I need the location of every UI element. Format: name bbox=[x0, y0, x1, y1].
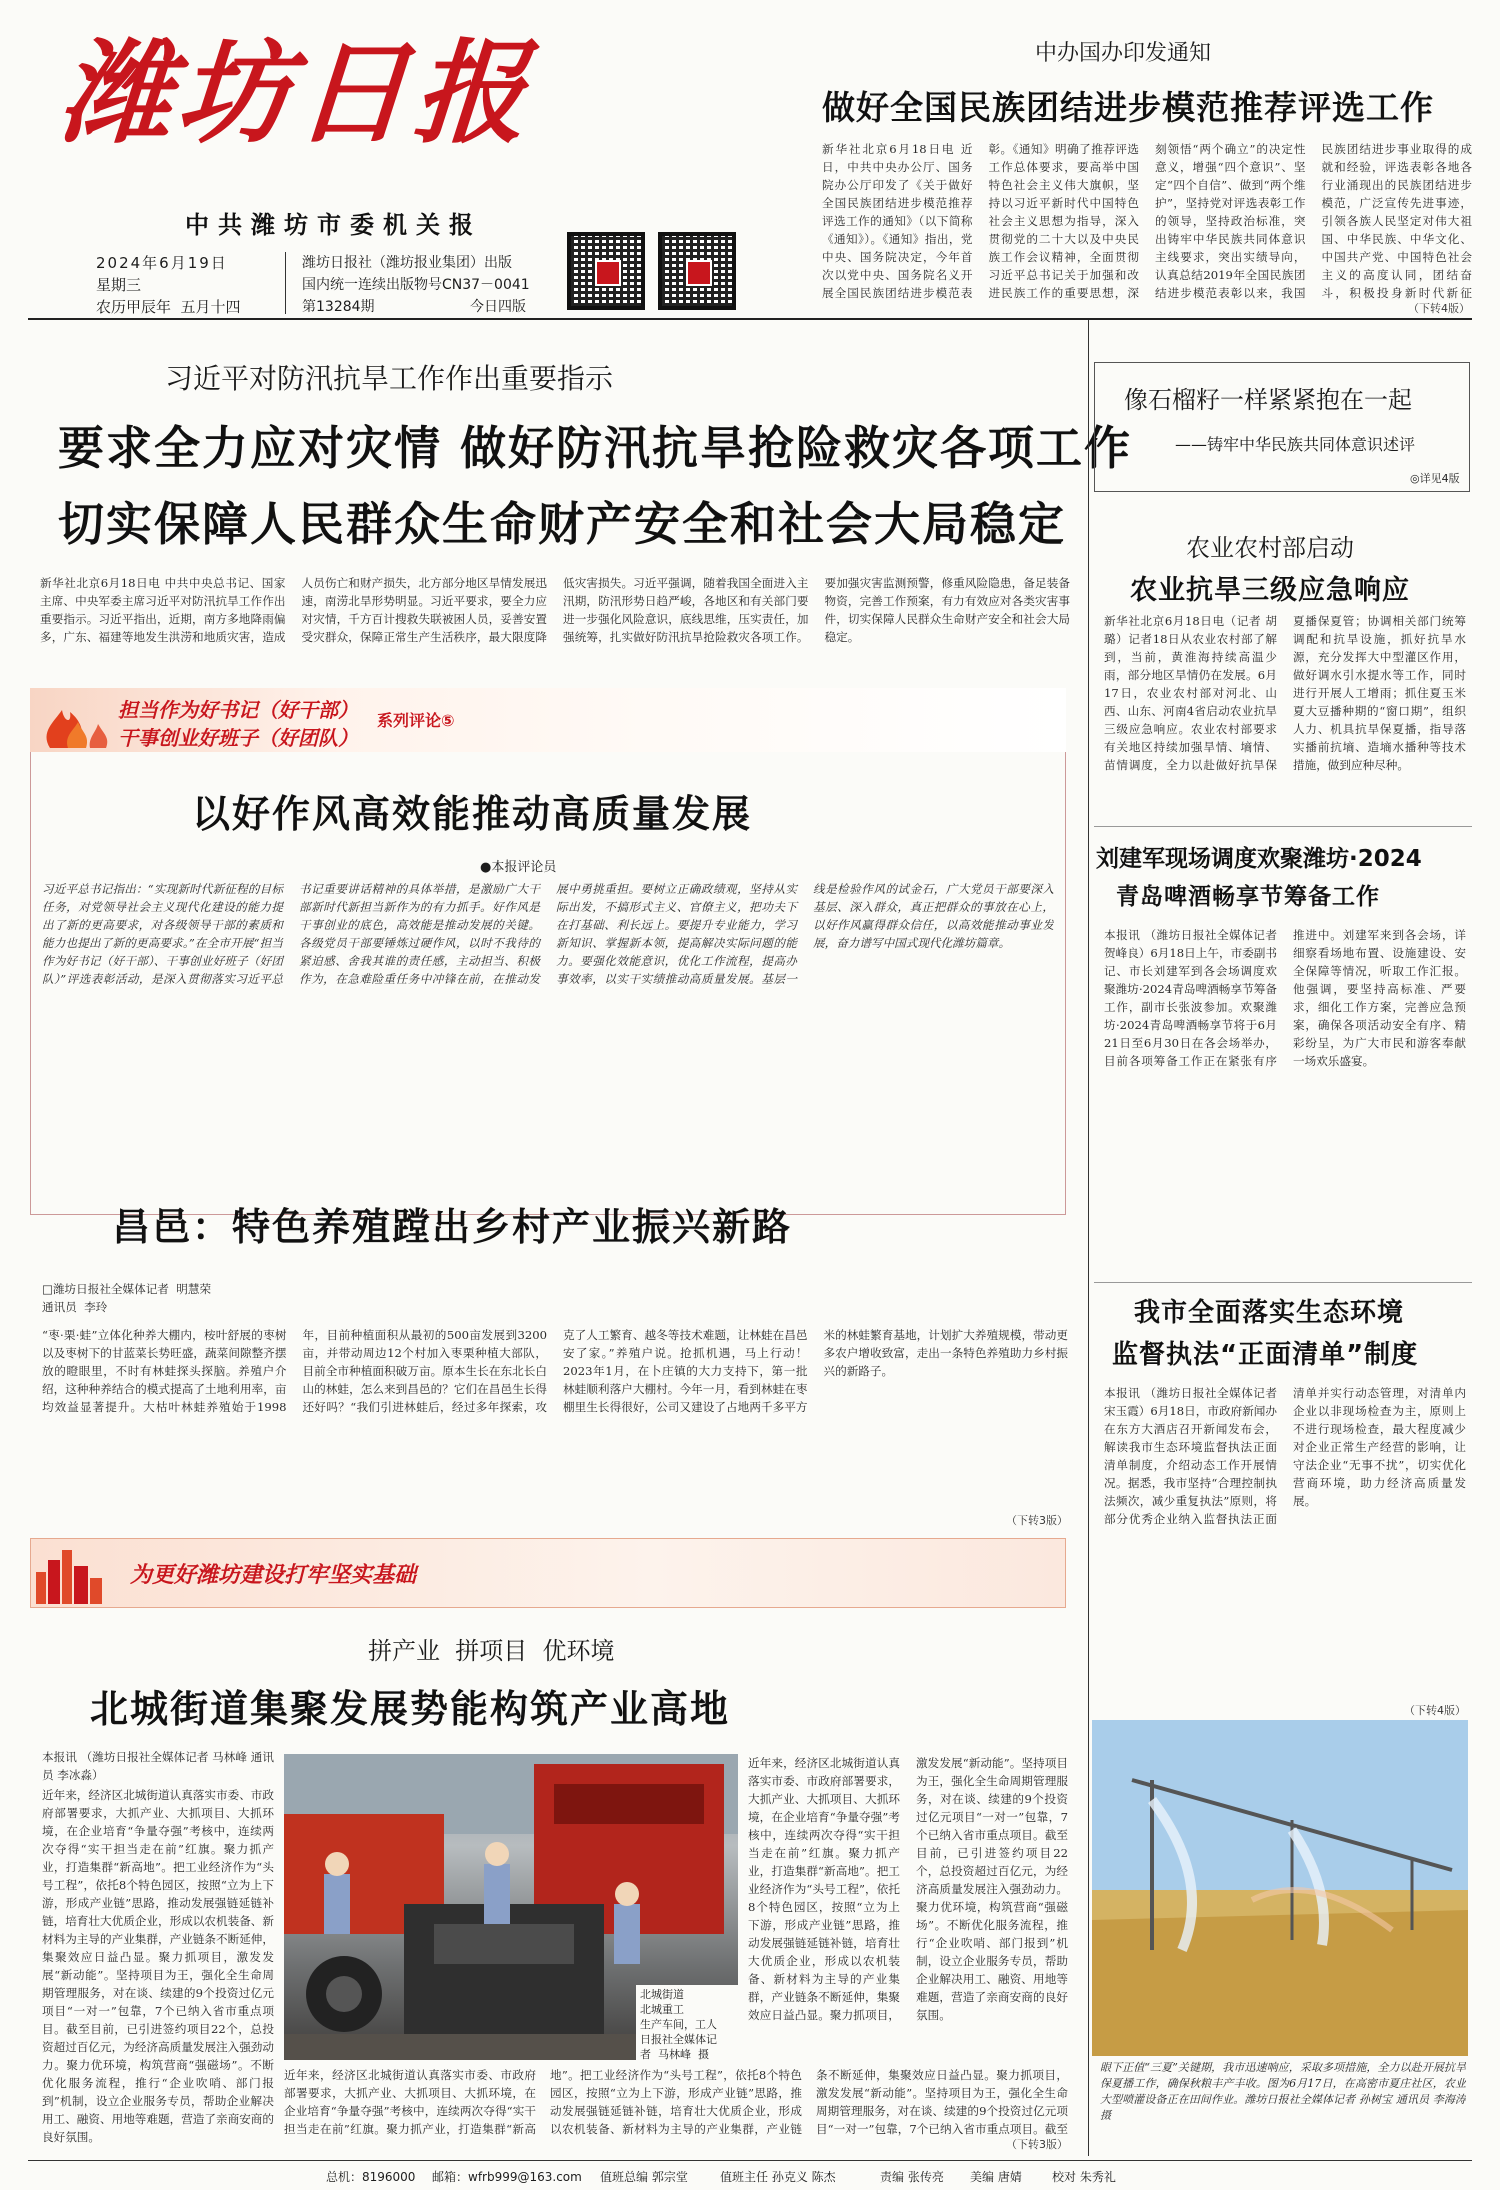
changyi-byline: □潍坊日报社全媒体记者 明慧荣 通讯员 李玲 bbox=[42, 1282, 212, 1314]
footer-hotline: 总机：8196000 bbox=[326, 2170, 416, 2184]
weifang-banner-text: 为更好潍坊建设打牢坚实基础 bbox=[130, 1563, 417, 1588]
footer-designer: 美编 唐婧 bbox=[970, 2170, 1022, 2184]
lead-kicker: 习近平对防汛抗旱工作作出重要指示 bbox=[165, 362, 614, 395]
qr-code-left[interactable] bbox=[567, 232, 645, 310]
commentary-body: 习近平总书记指出：“实现新时代新征程的目标任务，对党领导社会主义现代化建设的能力提出了新的更高要求，对各级领导干部的素质和能力也提出了新的更高要求。”在全市开展“担当作为好书记（好干部）、干事创业好班子（好团队）”评选表彰活动，是深入贯彻落实习近平总书记重要讲话精神的具体举措，是激励广大干部新时代新担当新作为的有力抓手。好作风是干事创业的底色，高效能是推动发展的关键。各级党员干部要锤炼过硬作风，以时不我待的紧迫感、舍我其谁的责任感，主动担当、积极作为，在急难险重任务中冲锋在前，在推动发展中勇挑重担。要树立正确政绩观，坚持从实际出发，不搞形式主义、官僚主义，把功夫下在打基础、利长远上。要提升专业能力，学习新知识、掌握新本领，提高解决实际问题的能力。要强化效能意识，优化工作流程，提高办事效率，以实干实绩推动高质量发展。基层一线是检验作风的试金石，广大党员干部要深入基层、深入群众，真正把群众的事放在心上，以好作风赢得群众信任，以高效能推动事业发展，奋力谱写中国式现代化潍坊篇章。 bbox=[42, 882, 1054, 986]
masthead-cn: 国内统一连续出版物号CN37－0041 bbox=[302, 277, 530, 293]
footer-chief-editor: 值班总编 郭宗堂 bbox=[600, 2170, 688, 2184]
liu-headline-1[interactable]: 刘建军现场调度欢聚潍坊·2024 bbox=[1096, 846, 1422, 872]
masthead-publisher: 潍坊日报社（潍坊报业集团）出版 bbox=[302, 255, 512, 271]
masthead-pages: 今日四版 bbox=[470, 299, 526, 315]
masthead-subtitle: 中共潍坊市委机关报 bbox=[185, 211, 482, 239]
commentary-series: 系列评论⑤ bbox=[377, 711, 455, 730]
top-news-body: 新华社北京6月18日电 近日，中共中央办公厅、国务院办公厅印发了《关于做好全国民族团结进步模范推荐评选工作的通知》（以下简称《通知》）。《通知》指出，党中央、国务院决定，今年首次以党中央、国务院名义开展全国民族团结进步模范表彰。《通知》明确了推荐评选工作总体要求，要高举中国特色社会主义伟大旗帜，坚持以习近平新时代中国特色社会主义思想为指导，深入贯彻党的二十大以及中央民族工作会议精神，全面贯彻习近平总书记关于加强和改进民族工作的重要思想，深刻领悟“两个确立”的决定性意义，增强“四个意识”、坚定“四个自信”、做到“两个维护”，坚持党对评选表彰工作的领导，坚持政治标准，突出铸牢中华民族共同体意识主线要求，突出实绩导向，认真总结2019年全国民族团结进步模范表彰以来，我国民族团结进步事业取得的成就和经验，评选表彰各地各行业涌现出的民族团结进步模范，广泛宣传先进事迹，引领各族人民坚定对伟大祖国、中华民族、中华文化、中国共产党、中国特色社会主义的高度认同，团结奋斗，积极投身新时代新征 bbox=[822, 142, 1472, 300]
qr-code-right[interactable] bbox=[658, 232, 736, 310]
lead-body: 新华社北京6月18日电 中共中央总书记、国家主席、中央军委主席习近平对防汛抗旱工作作出重要指示。习近平指出，近期，南方多地降雨偏多，广东、福建等地发生洪涝和地质灾害，造成人员伤亡和财产损失，北方部分地区旱情发展迅速，南涝北旱形势明显。习近平要求，要全力应对灾情，千方百计搜救失联被困人员，妥善安置受灾群众，保障正常生产生活秩序，最大限度降低灾害损失。习近平强调，随着我国全面进入主汛期，防汛形势日趋严峻，各地区和有关部门要进一步强化风险意识，底线思维，压实责任，加强统筹，扎实做好防汛抗旱抢险救灾各项工作。要加强灾害监测预警，修重风险隐患，备足装备物资，完善工作预案，有力有效应对各类灾害事件，切实保障人民群众生命财产安全和社会大局稳定。 bbox=[40, 576, 1070, 644]
commentary-byline: ●本报评论员 bbox=[480, 860, 557, 875]
footer-proof: 校对 朱秀礼 bbox=[1052, 2170, 1116, 2184]
commentary-headline[interactable]: 以好作风高效能推动高质量发展 bbox=[192, 792, 753, 836]
top-news-jump[interactable]: （下转4版） bbox=[1408, 302, 1470, 315]
agri-body: 新华社北京6月18日电（记者 胡璐）记者18日从农业农村部了解到，当前，黄淮海持续高温少雨，部分地区旱情仍在发展。6月17日，农业农村部对河北、山西、山东、河南4省启动农业抗旱三级应急响应。农业农村部要求有关地区持续加强旱情、墒情、苗情调度，全力以赴做好抗旱保夏播保夏管；协调相关部门统筹调配和抗旱设施，抓好抗旱水源，充分发挥大中型灌区作用，做好调水引水提水等工作，同时进行开展人工增雨；抓住夏玉米夏大豆播种期的“窗口期”，组织人力、机具抗旱保夏播，指导落实播前抗墒、造墒水播种等技术措施，做到应种尽种。 bbox=[1104, 614, 1466, 772]
changyi-headline[interactable]: 昌邑：特色养殖蹚出乡村产业振兴新路 bbox=[112, 1205, 793, 1249]
flame-icon bbox=[40, 692, 120, 750]
series-title[interactable]: 像石榴籽一样紧紧抱在一起 bbox=[1124, 386, 1412, 414]
top-news-kicker: 中办国办印发通知 bbox=[1035, 41, 1212, 66]
masthead-date: 2024年6月19日 bbox=[96, 254, 228, 272]
city-skyline-icon bbox=[32, 1542, 110, 1604]
top-news-headline[interactable]: 做好全国民族团结进步模范推荐评选工作 bbox=[822, 88, 1434, 127]
footer-email[interactable]: 邮箱：wfrb999@163.com bbox=[432, 2170, 582, 2184]
eco-headline-2[interactable]: 监督执法“正面清单”制度 bbox=[1112, 1340, 1419, 1370]
irrigation-photo[interactable] bbox=[1092, 1720, 1468, 2056]
agri-headline[interactable]: 农业抗旱三级应急响应 bbox=[1130, 575, 1410, 606]
eco-body: 本报讯 （潍坊日报社全媒体记者 宋玉霞）6月18日，市政府新闻办在东方大酒店召开新闻发布会，解读我市生态环境监督执法正面清单制度，介绍动态工作开展情况。据悉，我市坚持“合理控制执法频次，减少重复执法”原则，将部分优秀企业纳入监督执法正面清单并实行动态管理，对清单内企业以非现场检查为主，原则上不进行现场检查，最大程度减少对企业正常生产经营的影响，让守法企业“无事不扰”，切实优化营商环境，助力经济高质量发展。 bbox=[1104, 1386, 1466, 1526]
beicheng-headline[interactable]: 北城街道集聚发展势能构筑产业高地 bbox=[90, 1687, 731, 1731]
irrigation-photo-caption: 眼下正值“三夏”关键期，我市迅速响应，采取多项措施，全力以赴开展抗旱保夏播工作，确保秋粮丰产丰收。图为6月17日，在高密市夏庄社区，农业大型喷灌设备正在田间作业。潍坊日报社全媒体记者 孙树宝 通讯员 李海涛 摄 bbox=[1100, 2061, 1466, 2122]
commentary-banner-line1: 担当作为好书记（好干部） bbox=[118, 698, 358, 722]
masthead-title: 潍坊日报 bbox=[55, 28, 537, 159]
masthead-weekday: 星期三 bbox=[96, 276, 142, 294]
factory-photo-caption: 北城街道 北城重工 生产车间，工人 日报社全媒体记 者 马林峰 摄 bbox=[636, 1985, 752, 2064]
eco-headline-1[interactable]: 我市全面落实生态环境 bbox=[1134, 1298, 1405, 1328]
masthead-lunar: 农历甲辰年 五月十四 bbox=[96, 298, 241, 316]
footer-editor: 责编 张传亮 bbox=[880, 2170, 944, 2184]
agri-kicker: 农业农村部启动 bbox=[1186, 534, 1354, 562]
beicheng-jump[interactable]: （下转3版） bbox=[1006, 2138, 1068, 2151]
footer-dept-editor: 值班主任 孙克义 陈杰 bbox=[720, 2170, 836, 2184]
beicheng-body-right: 近年来，经济区北城街道认真落实市委、市政府部署要求，大抓产业、大抓项目、大抓环境，在企业培育“争量夺强”考核中，连续两次夺得“实干担当走在前”红旗。聚力抓产业，打造集群“新高地”。把工业经济作为“头号工程”，依托8个特色园区，按照“立为上下游，形成产业链”思路，推动发展强链延链补链，培育壮大优质企业，形成以农机装备、新材料为主导的产业集群，产业链条不断延伸，集聚效应日益凸显。聚力抓项目，激发发展“新动能”。坚持项目为王，强化全生命周期管理服务，对在谈、续建的9个投资过亿元项目“一对一”包靠，7个已纳入省市重点项目。截至目前，已引进签约项目22个，总投资超过百亿元，为经济高质量发展注入强劲动力。聚力优环境，构筑营商“强磁场”。不断优化服务流程，推行“企业吹哨、部门报到”机制，设立企业服务专员，帮助企业解决用工、融资、用地等难题，营造了亲商安商的良好氛围。 bbox=[748, 1756, 1068, 2022]
lead-headline-2[interactable]: 切实保障人民群众生命财产安全和社会大局稳定 bbox=[58, 497, 1066, 551]
masthead-issue: 第13284期 bbox=[302, 299, 375, 315]
series-subtitle: ——铸牢中华民族共同体意识述评 bbox=[1175, 435, 1416, 454]
series-jump[interactable]: ◎详见4版 bbox=[1410, 472, 1460, 485]
beicheng-byline: 本报讯 （潍坊日报社全媒体记者 马林峰 通讯员 李冰淼） bbox=[42, 1750, 274, 1782]
changyi-body: “枣·栗·蛙”立体化种养大棚内，桉叶舒展的枣树以及枣树下的甘蓝菜长势旺盛，蔬菜间隙整齐摆放的瞪眼里，不时有林蛙探头探脑。养殖户介绍，这种种养结合的模式提高了土地利用率，亩均效益显著提升。大枯叶林蛙养殖始于1998年，目前种植面积从最初的500亩发展到3200亩，并带动周边12个村加入枣栗种植大部队，目前全市种植面积破万亩。原本生长在东北长白山的林蛙，怎么来到昌邑的？它们在昌邑生长得还好吗？“我们引进林蛙后，经过多年探索，攻克了人工繁育、越冬等技术难题，让林蛙在昌邑安了家。”养殖户说。抢抓机遇，马上行动！2023年1月，在卜庄镇的大力支持下，第一批林蛙顺利落户大棚村。今年一月，看到林蛙在枣棚里生长得很好，公司又建设了占地两千多平方米的林蛙繁育基地，计划扩大养殖规模，带动更多农户增收致富，走出一条特色养殖助力乡村振兴的新路子。 bbox=[42, 1328, 1068, 1414]
eco-jump[interactable]: （下转4版） bbox=[1404, 1704, 1466, 1717]
beicheng-kicker: 拼产业 拼项目 优环境 bbox=[368, 1637, 615, 1665]
changyi-jump[interactable]: （下转3版） bbox=[1006, 1514, 1068, 1527]
lead-headline-1[interactable]: 要求全力应对灾情 做好防汛抗旱抢险救灾各项工作 bbox=[58, 421, 1133, 475]
beicheng-body: 近年来，经济区北城街道认真落实市委、市政府部署要求，大抓产业、大抓项目、大抓环境，在企业培育“争量夺强”考核中，连续两次夺得“实干担当走在前”红旗。聚力抓产业，打造集群“新高地”。把工业经济作为“头号工程”，依托8个特色园区，按照“立为上下游，形成产业链”思路，推动发展强链延链补链，培育壮大优质企业，形成以农机装备、新材料为主导的产业集群，产业链条不断延伸，集聚效应日益凸显。聚力抓项目，激发发展“新动能”。坚持项目为王，强化全生命周期管理服务，对在谈、续建的9个投资过亿元项目“一对一”包靠，7个已纳入省市重点项目。截至目前，已引进签约项目22个，总投资超过百亿元，为经济高质量发展注入强劲动力。聚力优环境，构筑营商“强磁场”。不断优化服务流程，推行“企业吹哨、部门报到”机制，设立企业服务专员，帮助企业解决用工、融资、用地等难题，营造了亲商安商的良好氛围。 bbox=[42, 1788, 274, 2144]
liu-body: 本报讯 （潍坊日报社全媒体记者 贺峰良）6月18日上午，市委副书记、市长刘建军到各会场调度欢聚潍坊·2024青岛啤酒畅享节筹备工作，副市长张波参加。欢聚潍坊·2024青岛啤酒畅享节将于6月21日至6月30日在各会场举办，目前各项筹备工作正在紧张有序推进中。刘建军来到各会场，详细察看场地布置、设施建设、安全保障等情况，听取工作汇报。他强调，要坚持高标准、严要求，细化工作方案，完善应急预案，确保各项活动安全有序、精彩纷呈，为广大市民和游客奉献一场欢乐盛宴。 bbox=[1104, 928, 1466, 1068]
liu-headline-2[interactable]: 青岛啤酒畅享节筹备工作 bbox=[1116, 884, 1380, 910]
commentary-banner-line2: 干事创业好班子（好团队） bbox=[118, 726, 358, 750]
beicheng-body-bottom: 近年来，经济区北城街道认真落实市委、市政府部署要求，大抓产业、大抓项目、大抓环境，在企业培育“争量夺强”考核中，连续两次夺得“实干担当走在前”红旗。聚力抓产业，打造集群“新高地”。把工业经济作为“头号工程”，依托8个特色园区，按照“立为上下游，形成产业链”思路，推动发展强链延链补链，培育壮大优质企业，形成以农机装备、新材料为主导的产业集群，产业链条不断延伸，集聚效应日益凸显。聚力抓项目，激发发展“新动能”。坚持项目为王，强化全生命周期管理服务，对在谈、续建的9个投资过亿元项目“一对一”包靠，7个已纳入省市重点项目。截至 bbox=[284, 2068, 1068, 2136]
